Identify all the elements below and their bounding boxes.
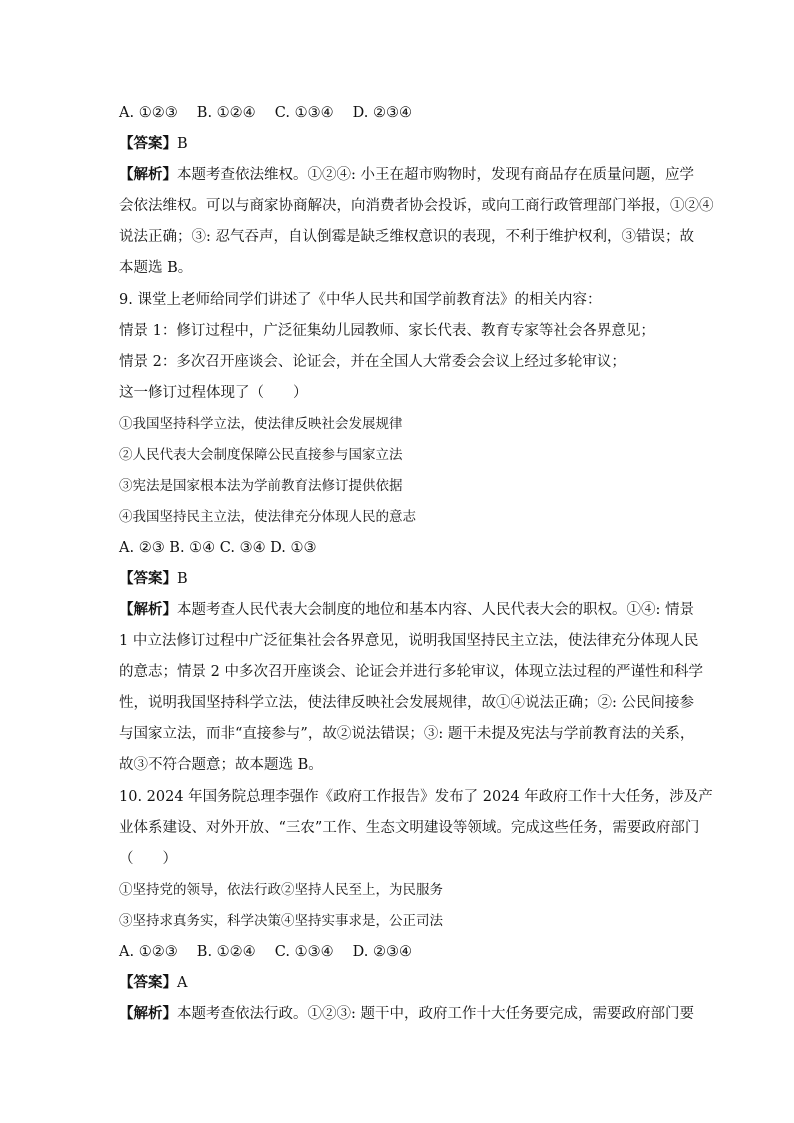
q9-stem: 9. 课堂上老师给同学们讲述了《中华人民共和国学前教育法》的相关内容： bbox=[119, 292, 602, 308]
q8-options: A. ①②③ B. ①②④ C. ①③④ D. ②③④ bbox=[119, 105, 413, 121]
q10-analysis-line: 【解析】本题考查依法行政。①②③: 题干中，政府工作十大任务要完成，需要政府部门要 bbox=[119, 1005, 694, 1022]
q9-analysis-line: 1 中立法修订过程中广泛征集社会各界意见，说明我国坚持民主立法，使法律充分体现人民 bbox=[119, 633, 699, 649]
q9-options: A. ②③ B. ①④ C. ③④ D. ①③ bbox=[119, 540, 317, 556]
q8-analysis-line: 说法正确；③: 忍气吞声，自认倒霉是缺乏维权意识的表现，不利于维护权利，③错误；故 bbox=[119, 229, 694, 245]
q9-analysis-line: 故③不符合题意；故本题选 B。 bbox=[119, 757, 323, 773]
answer-value: B bbox=[177, 136, 188, 152]
q8-analysis-line: 会依法维权。可以与商家协商解决，向消费者协会投诉，或向工商行政管理部门举报，①②④ bbox=[119, 198, 714, 214]
q10-options: A. ①②③ B. ①②④ C. ①③④ D. ②③④ bbox=[119, 944, 413, 960]
q9-item: ②人民代表大会制度保障公民直接参与国家立法 bbox=[119, 447, 403, 463]
q9-item: ③宪法是国家根本法为学前教育法修订提供依据 bbox=[119, 478, 403, 494]
q10-item: ①坚持党的领导，依法行政②坚持人民至上，为民服务 bbox=[119, 882, 443, 898]
answer-value: B bbox=[177, 571, 188, 587]
analysis-tag: 【解析】 bbox=[119, 166, 177, 183]
q10-stem-line: （ ） bbox=[119, 851, 177, 867]
q9-scene-1: 情景 1：修订过程中，广泛征集幼儿园教师、家长代表、教育专家等社会各界意见； bbox=[119, 323, 655, 339]
q9-item: ④我国坚持民主立法，使法律充分体现人民的意志 bbox=[119, 509, 416, 525]
q9-question: 这一修订过程体现了（ ） bbox=[119, 385, 308, 401]
q9-analysis-line: 性，说明我国坚持科学立法，使法律反映社会发展规律，故①④说法正确；②: 公民间接参 bbox=[119, 695, 694, 711]
q9-analysis-line: 与国家立法，而非“直接参与”，故②说法错误；③: 题干未提及宪法与学前教育法的关系， bbox=[119, 726, 695, 742]
answer-tag: 【答案】 bbox=[119, 135, 177, 152]
answer-tag: 【答案】 bbox=[119, 974, 177, 991]
q8-answer bbox=[119, 134, 188, 154]
q10-item: ③坚持求真务实，科学决策④坚持实事求是，公正司法 bbox=[119, 913, 443, 929]
answer-value: A bbox=[177, 975, 188, 991]
q8-analysis-line: 本题选 B。 bbox=[119, 260, 193, 276]
q9-item: ①我国坚持科学立法，使法律反映社会发展规律 bbox=[119, 416, 403, 432]
analysis-tag: 【解析】 bbox=[119, 1005, 177, 1022]
answer-tag: 【答案】 bbox=[119, 570, 177, 587]
q9-analysis-line: 【解析】本题考查人民代表大会制度的地位和基本内容、人民代表大会的职权。①④: 情景 bbox=[119, 601, 694, 618]
q10-stem-line: 10. 2024 年国务院总理李强作《政府工作报告》发布了 2024 年政府工作十大任务，涉及产 bbox=[119, 789, 713, 805]
q9-scene-2: 情景 2：多次召开座谈会、论证会，并在全国人大常委会会议上经过多轮审议； bbox=[119, 354, 626, 370]
q9-answer bbox=[119, 569, 188, 589]
analysis-tag: 【解析】 bbox=[119, 601, 177, 618]
q10-answer bbox=[119, 973, 187, 993]
q8-analysis-line: 【解析】本题考查依法维权。①②④: 小王在超市购物时，发现有商品存在质量问题，应学 bbox=[119, 166, 694, 183]
q9-analysis-line: 的意志；情景 2 中多次召开座谈会、论证会并进行多轮审议，体现立法过程的严谨性和科学 bbox=[119, 664, 703, 680]
q10-stem-line: 业体系建设、对外开放、“三农”工作、生态文明建设等领域。完成这些任务，需要政府部门 bbox=[119, 820, 700, 836]
